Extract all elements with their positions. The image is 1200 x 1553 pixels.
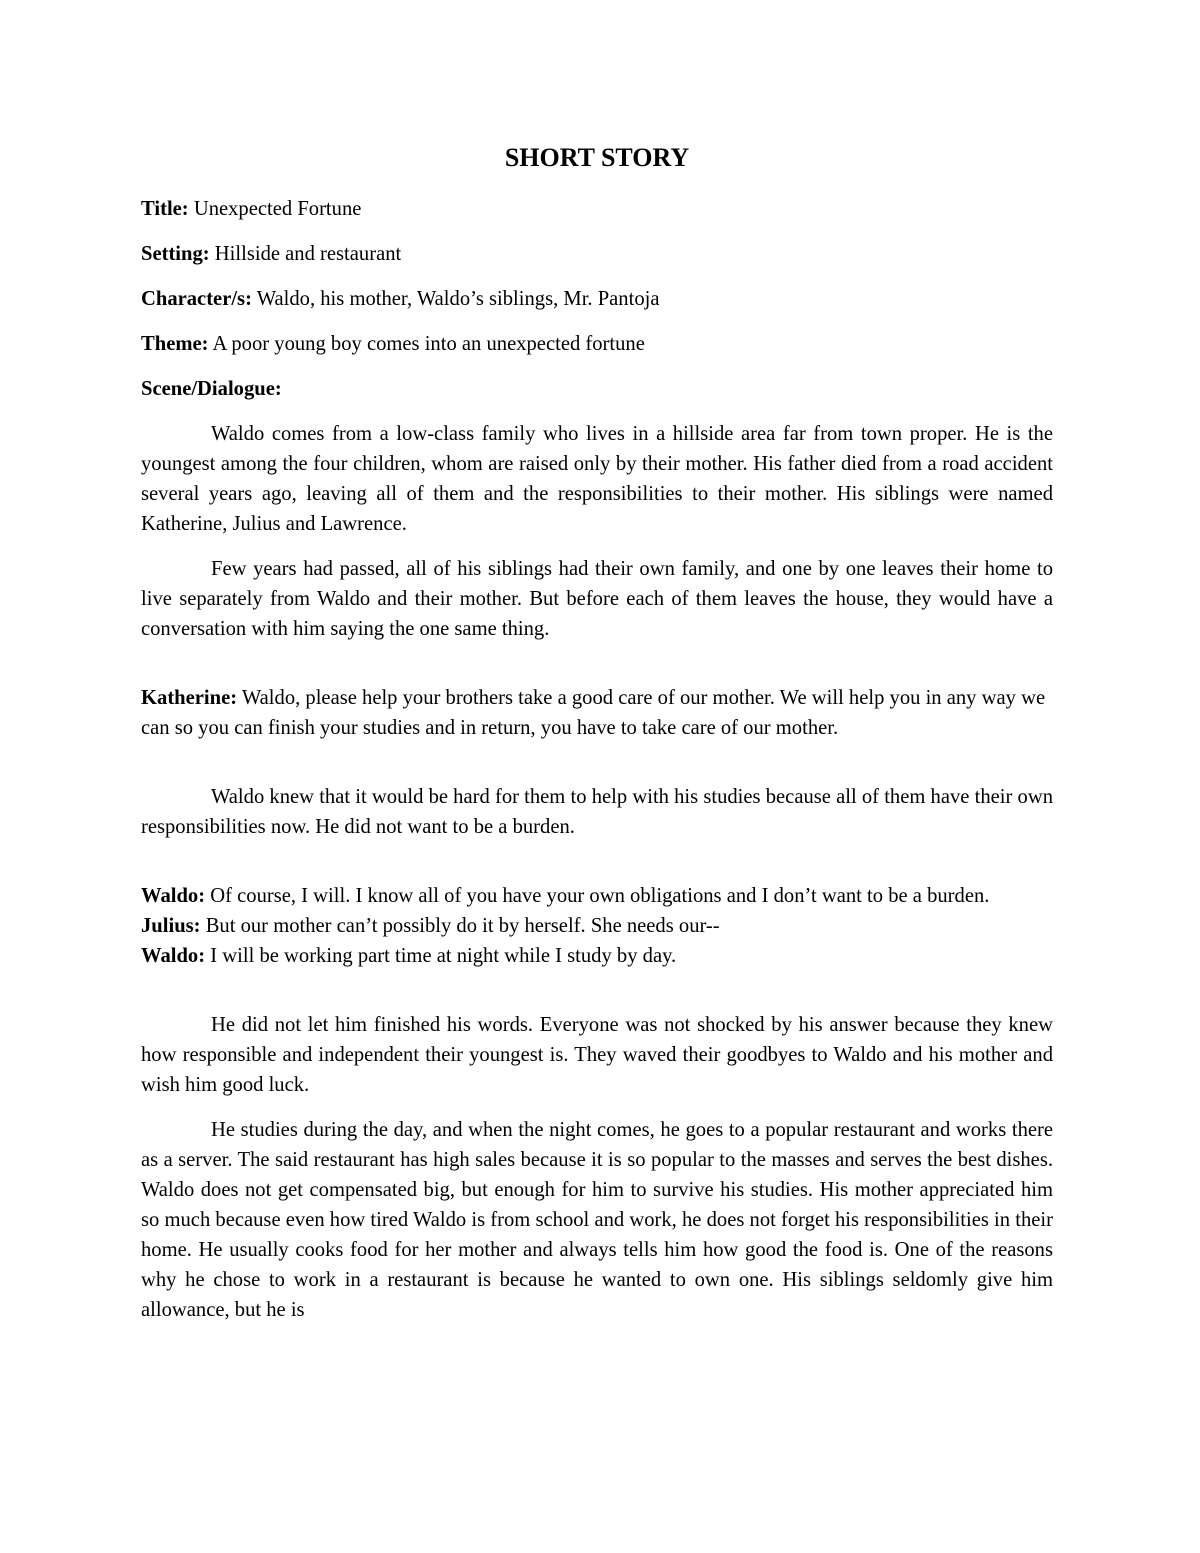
dialogue-text: Of course, I will. I know all of you have your own obligations and I don’t want to be a burden. bbox=[210, 885, 990, 907]
dialogue-text: Waldo, please help your brothers take a good care of our mother. We will help you in any way we can so you can finish your studies and in return, you have to take care of our mother. bbox=[141, 687, 1046, 739]
dialogue-text: I will be working part time at night while I study by day. bbox=[210, 945, 677, 967]
dialogue-line bbox=[141, 911, 1053, 941]
spacer bbox=[141, 659, 1053, 683]
field-theme bbox=[141, 329, 1053, 359]
field-value: A poor young boy comes into an unexpected fortune bbox=[212, 333, 645, 355]
dialogue-speaker: Katherine: bbox=[141, 687, 238, 709]
field-value: Waldo, his mother, Waldo’s siblings, Mr. Pantoja bbox=[256, 288, 660, 310]
field-setting bbox=[141, 239, 1053, 269]
document-title: SHORT STORY bbox=[504, 143, 690, 172]
field-label: Character/s: bbox=[141, 288, 252, 310]
story-paragraph: Few years had passed, all of his siblings had their own family, and one by one leaves their home to live separately from Waldo and their mother. But before each of them leaves the house, they would have a conversation with him saying the one same thing. bbox=[141, 558, 1053, 640]
story-paragraph: He did not let him finished his words. Everyone was not shocked by his answer because they knew how responsible and independent their youngest is. They waved their goodbyes to Waldo and his mother and wish him good luck. bbox=[141, 1014, 1053, 1096]
story-paragraph: He studies during the day, and when the night comes, he goes to a popular restaurant and works there as a server. The said restaurant has high sales because it is so popular to the masses and serves the best dishes. Waldo does not get compensated big, but enough for him to survive his studies. His mother appreciated him so much because even how tired Waldo is from school and work, he does not forget his responsibilities in their home. He usually cooks food for her mother and always tells him how good the food is. One of the reasons why he chose to work in a restaurant is because he wanted to own one. His siblings seldomly give him allowance, but he is bbox=[141, 1119, 1053, 1321]
dialogue-speaker: Julius: bbox=[141, 915, 201, 937]
dialogue-line bbox=[141, 881, 1053, 911]
field-label: Theme: bbox=[141, 333, 209, 355]
spacer bbox=[141, 986, 1053, 1010]
field-scene-dialogue bbox=[141, 374, 1053, 404]
field-characters bbox=[141, 284, 1053, 314]
dialogue-line bbox=[141, 683, 1053, 743]
dialogue-block bbox=[141, 881, 1053, 971]
story-paragraph: Waldo knew that it would be hard for them to help with his studies because all of them have their own responsibilities now. He did not want to be a burden. bbox=[141, 786, 1053, 838]
dialogue-speaker: Waldo: bbox=[141, 885, 206, 907]
spacer bbox=[141, 857, 1053, 881]
field-label: Title: bbox=[141, 198, 189, 220]
field-title bbox=[141, 194, 1053, 224]
spacer bbox=[141, 758, 1053, 782]
dialogue-block bbox=[141, 683, 1053, 743]
dialogue-text: But our mother can’t possibly do it by herself. She needs our-- bbox=[205, 915, 720, 937]
dialogue-line bbox=[141, 941, 1053, 971]
document-content bbox=[141, 140, 1053, 1340]
field-value: Hillside and restaurant bbox=[214, 243, 402, 265]
story-paragraph: Waldo comes from a low-class family who lives in a hillside area far from town proper. He is the youngest among the four children, whom are raised only by their mother. His father died from a road accident several years ago, leaving all of them and the responsibilities to their mother. His siblings were named Katherine, Julius and Lawrence. bbox=[141, 423, 1053, 535]
field-label: Setting: bbox=[141, 243, 210, 265]
dialogue-speaker: Waldo: bbox=[141, 945, 206, 967]
field-value: Unexpected Fortune bbox=[193, 198, 362, 220]
field-label: Scene/Dialogue: bbox=[141, 378, 282, 400]
